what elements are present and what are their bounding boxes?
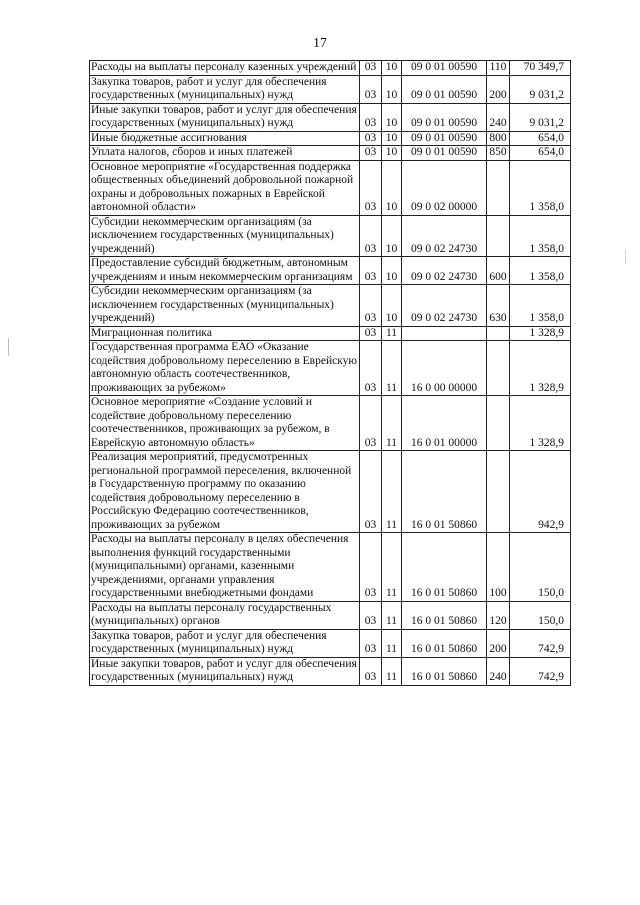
target-article-cell: 09 0 01 00590 <box>402 131 487 146</box>
expense-type-cell: 200 <box>487 75 510 103</box>
subsection-code-cell: 11 <box>382 396 402 451</box>
target-article-cell: 09 0 02 24730 <box>402 285 487 327</box>
subsection-code-cell: 11 <box>382 601 402 629</box>
section-code-cell: 03 <box>360 61 382 76</box>
subsection-code-cell: 11 <box>382 533 402 602</box>
table-row <box>90 61 571 76</box>
table-row <box>90 75 571 103</box>
target-article-cell: 16 0 01 50860 <box>402 629 487 657</box>
amount-cell: 742,9 <box>510 629 571 657</box>
expense-name-cell: Иные закупки товаров, работ и услуг для обеспечения государственных (муниципальных) нужд <box>90 657 360 685</box>
amount-cell: 654,0 <box>510 146 571 161</box>
target-article-cell: 09 0 02 24730 <box>402 257 487 285</box>
budget-table-body <box>90 61 571 686</box>
expense-type-cell: 200 <box>487 629 510 657</box>
target-article-cell: 09 0 02 24730 <box>402 215 487 257</box>
expense-name-cell: Расходы на выплаты персоналу казенных учреждений <box>90 61 360 76</box>
table-row <box>90 257 571 285</box>
table-row <box>90 131 571 146</box>
section-code-cell: 03 <box>360 657 382 685</box>
section-code-cell: 03 <box>360 601 382 629</box>
expense-name-cell: Иные закупки товаров, работ и услуг для обеспечения государственных (муниципальных) нужд <box>90 103 360 131</box>
expense-name-cell: Основное мероприятие «Государственная поддержка общественных объединений добровольной пожарной охраны и добровольных пожарных в Еврейской автономной области» <box>90 160 360 215</box>
expense-type-cell: 800 <box>487 131 510 146</box>
section-code-cell: 03 <box>360 341 382 396</box>
table-row <box>90 146 571 161</box>
expense-type-cell: 120 <box>487 601 510 629</box>
subsection-code-cell: 11 <box>382 629 402 657</box>
target-article-cell: 16 0 01 50860 <box>402 657 487 685</box>
expense-name-cell: Закупка товаров, работ и услуг для обеспечения государственных (муниципальных) нужд <box>90 629 360 657</box>
expense-name-cell: Субсидии некоммерческим организациям (за исключением государственных (муниципальных) учреждений) <box>90 285 360 327</box>
expense-name-cell: Иные бюджетные ассигнования <box>90 131 360 146</box>
subsection-code-cell: 10 <box>382 103 402 131</box>
expense-name-cell: Миграционная политика <box>90 326 360 341</box>
scan-artifact <box>8 338 9 356</box>
subsection-code-cell: 11 <box>382 451 402 533</box>
expense-name-cell: Предоставление субсидий бюджетным, автономным учреждениям и иным некоммерческим организациям <box>90 257 360 285</box>
budget-table <box>89 60 571 686</box>
target-article-cell: 09 0 01 00590 <box>402 61 487 76</box>
expense-type-cell: 240 <box>487 657 510 685</box>
expense-type-cell: 850 <box>487 146 510 161</box>
subsection-code-cell: 11 <box>382 341 402 396</box>
table-row <box>90 160 571 215</box>
expense-type-cell <box>487 451 510 533</box>
expense-name-cell: Расходы на выплаты персоналу государственных (муниципальных) органов <box>90 601 360 629</box>
expense-type-cell <box>487 341 510 396</box>
amount-cell: 1 358,0 <box>510 160 571 215</box>
table-row <box>90 533 571 602</box>
target-article-cell: 16 0 01 00000 <box>402 396 487 451</box>
expense-name-cell: Закупка товаров, работ и услуг для обеспечения государственных (муниципальных) нужд <box>90 75 360 103</box>
amount-cell: 150,0 <box>510 601 571 629</box>
table-row <box>90 601 571 629</box>
target-article-cell: 09 0 01 00590 <box>402 75 487 103</box>
subsection-code-cell: 10 <box>382 215 402 257</box>
target-article-cell: 16 0 01 50860 <box>402 451 487 533</box>
target-article-cell: 16 0 00 00000 <box>402 341 487 396</box>
amount-cell: 742,9 <box>510 657 571 685</box>
subsection-code-cell: 10 <box>382 61 402 76</box>
expense-type-cell: 110 <box>487 61 510 76</box>
section-code-cell: 03 <box>360 146 382 161</box>
amount-cell: 70 349,7 <box>510 61 571 76</box>
amount-cell: 1 358,0 <box>510 257 571 285</box>
expense-type-cell: 240 <box>487 103 510 131</box>
subsection-code-cell: 11 <box>382 326 402 341</box>
table-row <box>90 103 571 131</box>
section-code-cell: 03 <box>360 131 382 146</box>
table-row <box>90 396 571 451</box>
amount-cell: 1 358,0 <box>510 215 571 257</box>
expense-type-cell: 100 <box>487 533 510 602</box>
table-row <box>90 326 571 341</box>
target-article-cell: 09 0 01 00590 <box>402 103 487 131</box>
expense-name-cell: Уплата налогов, сборов и иных платежей <box>90 146 360 161</box>
expense-name-cell: Субсидии некоммерческим организациям (за исключением государственных (муниципальных) учреждений) <box>90 215 360 257</box>
table-row <box>90 629 571 657</box>
expense-type-cell: 630 <box>487 285 510 327</box>
subsection-code-cell: 10 <box>382 75 402 103</box>
expense-type-cell <box>487 326 510 341</box>
expense-type-cell <box>487 215 510 257</box>
section-code-cell: 03 <box>360 396 382 451</box>
amount-cell: 1 328,9 <box>510 341 571 396</box>
subsection-code-cell: 11 <box>382 657 402 685</box>
target-article-cell <box>402 326 487 341</box>
section-code-cell: 03 <box>360 451 382 533</box>
expense-name-cell: Расходы на выплаты персоналу в целях обеспечения выполнения функций государственными (муниципальными) органами, казенными учреждениями, органами управления государственными внебюджетными фондами <box>90 533 360 602</box>
subsection-code-cell: 10 <box>382 160 402 215</box>
expense-name-cell: Государственная программа ЕАО «Оказание содействия добровольному переселению в Еврейскую автономную область соотечественников, проживающих за рубежом» <box>90 341 360 396</box>
table-row <box>90 215 571 257</box>
scan-artifact <box>625 250 626 264</box>
expense-name-cell: Основное мероприятие «Создание условий и содействие добровольному переселению соотечественников, проживающих за рубежом, в Еврейскую автономную область» <box>90 396 360 451</box>
table-row <box>90 451 571 533</box>
table-row <box>90 341 571 396</box>
subsection-code-cell: 10 <box>382 146 402 161</box>
expense-name-cell: Реализация мероприятий, предусмотренных региональной программой переселения, включенной в Государственную программу по оказанию содействия добровольному переселению в Российскую Федерацию соотечественников, проживающих за рубежом <box>90 451 360 533</box>
amount-cell: 150,0 <box>510 533 571 602</box>
target-article-cell: 16 0 01 50860 <box>402 533 487 602</box>
target-article-cell: 16 0 01 50860 <box>402 601 487 629</box>
amount-cell: 9 031,2 <box>510 103 571 131</box>
table-row <box>90 657 571 685</box>
section-code-cell: 03 <box>360 103 382 131</box>
section-code-cell: 03 <box>360 75 382 103</box>
page-number: 17 <box>313 36 327 51</box>
amount-cell: 9 031,2 <box>510 75 571 103</box>
expense-type-cell: 600 <box>487 257 510 285</box>
section-code-cell: 03 <box>360 533 382 602</box>
section-code-cell: 03 <box>360 285 382 327</box>
expense-type-cell <box>487 396 510 451</box>
subsection-code-cell: 10 <box>382 131 402 146</box>
subsection-code-cell: 10 <box>382 257 402 285</box>
table-row <box>90 285 571 327</box>
section-code-cell: 03 <box>360 257 382 285</box>
amount-cell: 654,0 <box>510 131 571 146</box>
expense-type-cell <box>487 160 510 215</box>
amount-cell: 942,9 <box>510 451 571 533</box>
target-article-cell: 09 0 01 00590 <box>402 146 487 161</box>
section-code-cell: 03 <box>360 326 382 341</box>
amount-cell: 1 358,0 <box>510 285 571 327</box>
target-article-cell: 09 0 02 00000 <box>402 160 487 215</box>
section-code-cell: 03 <box>360 215 382 257</box>
amount-cell: 1 328,9 <box>510 396 571 451</box>
amount-cell: 1 328,9 <box>510 326 571 341</box>
section-code-cell: 03 <box>360 629 382 657</box>
section-code-cell: 03 <box>360 160 382 215</box>
subsection-code-cell: 10 <box>382 285 402 327</box>
